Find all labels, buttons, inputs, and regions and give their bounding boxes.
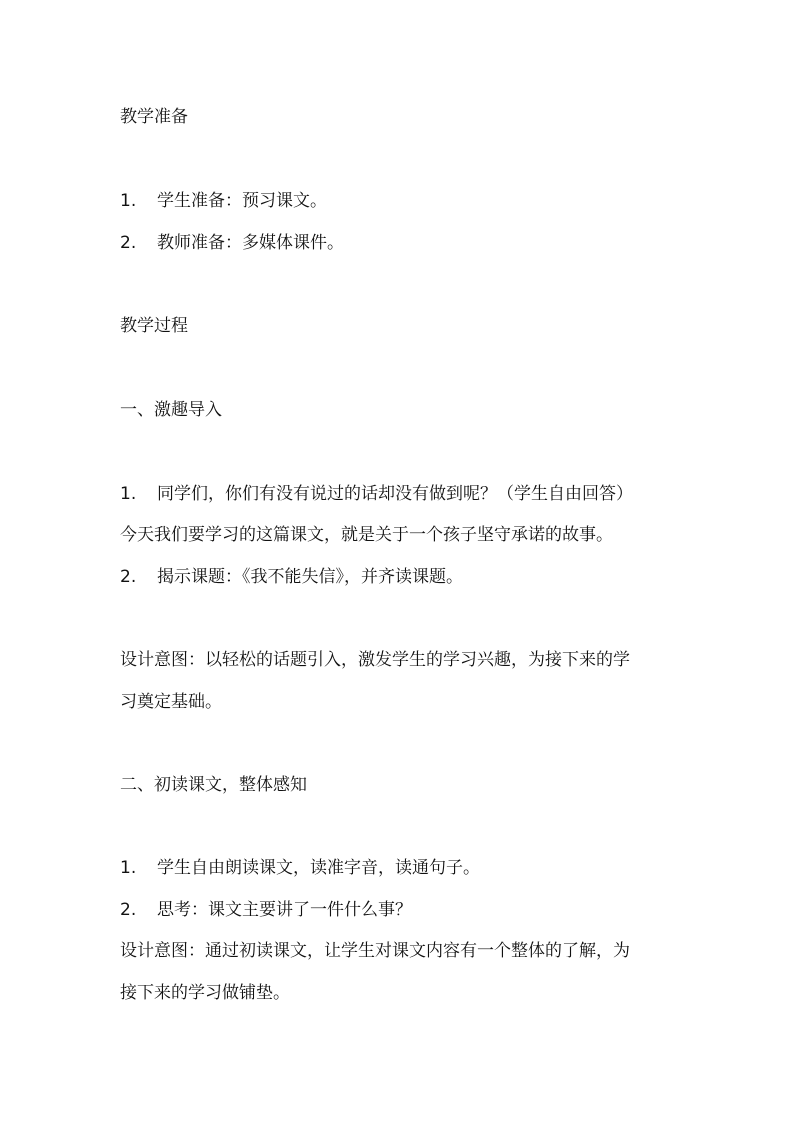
section2-item-1-number: 1.: [120, 858, 137, 878]
process-heading: 教学过程: [120, 316, 188, 336]
section1-item-1-continuation: 今天我们要学习的这篇课文，就是关于一个孩子坚守承诺的故事。: [120, 525, 613, 545]
section2-item-2: [120, 898, 700, 922]
section1-item-1-text: 同学们，你们有没有说过的话却没有做到呢？（学生自由回答）: [157, 484, 633, 504]
section2-item-1: [120, 856, 700, 880]
prep-item-1: [120, 189, 700, 213]
prep-item-2-text: 教师准备：多媒体课件。: [157, 233, 344, 253]
section1-heading: 一、激趣导入: [120, 400, 222, 420]
section2-heading: 二、初读课文，整体感知: [120, 775, 307, 795]
prep-heading: 教学准备: [120, 107, 188, 127]
prep-item-1-number: 1.: [120, 191, 137, 211]
section1-intent-line-1: 设计意图：以轻松的话题引入，激发学生的学习兴趣，为接下来的学: [120, 650, 630, 670]
prep-item-2-number: 2.: [120, 233, 137, 253]
section2-intent-line-2: 接下来的学习做铺垫。: [120, 983, 290, 1003]
section2-item-2-number: 2.: [120, 900, 137, 920]
section1-item-2-number: 2.: [120, 567, 137, 587]
section2-item-1-text: 学生自由朗读课文，读准字音，读通句子。: [157, 858, 480, 878]
section1-item-2: [120, 565, 700, 589]
section1-item-1-number: 1.: [120, 484, 137, 504]
section2-intent-line-1: 设计意图：通过初读课文，让学生对课文内容有一个整体的了解，为: [120, 941, 630, 961]
section1-item-1: [120, 482, 700, 506]
section1-intent-line-2: 习奠定基础。: [120, 692, 222, 712]
prep-item-2: [120, 231, 700, 255]
section2-item-2-text: 思考：课文主要讲了一件什么事？: [157, 900, 412, 920]
section1-item-2-text: 揭示课题：《我不能失信》，并齐读课题。: [157, 567, 463, 587]
prep-item-1-text: 学生准备：预习课文。: [157, 191, 327, 211]
